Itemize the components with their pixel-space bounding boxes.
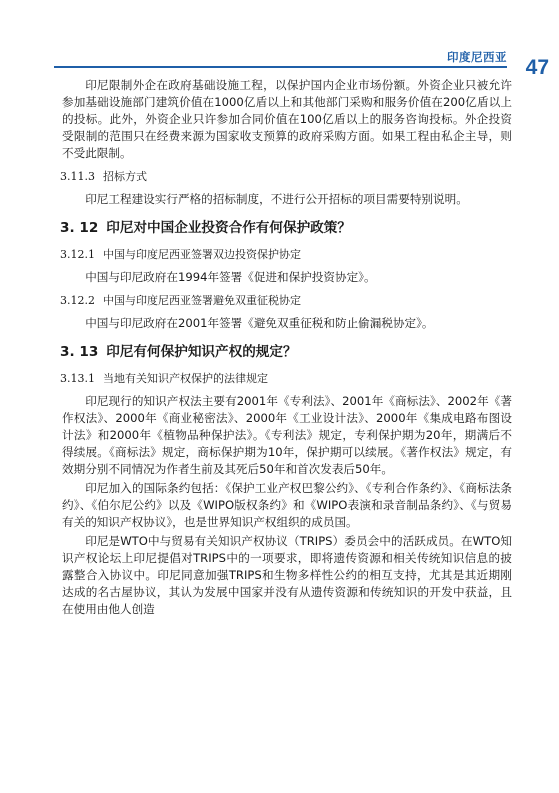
subheading-title: 当地有关知识产权保护的法律规定 <box>103 372 268 385</box>
subheading-number: 3.11.3 <box>60 170 95 183</box>
paragraph-investment-agreement: 中国与印尼政府在1994年签署《促进和保护投资协定》。 <box>85 270 376 284</box>
subheading-title: 招标方式 <box>103 170 147 183</box>
paragraph-bidding-method: 印尼工程建设实行严格的招标制度，不进行公开招标的项目需要特别说明。 <box>85 192 468 206</box>
subheading-title: 中国与印度尼西亚签署避免双重征税协定 <box>103 294 301 307</box>
subheading-number: 3.12.1 <box>60 248 95 261</box>
section-number: 3. 12 <box>60 220 99 236</box>
paragraph-foreign-enterprise-restrictions: 印尼限制外企在政府基础设施工程，以保护国内企业市场份额。外资企业只被允许参加基础设施部门建筑价值在1000亿盾以上和其他部门采购和服务价值在200亿盾以上的投标。此外，外资企业只许参加合同价值在100亿盾以上的服务咨询投标。外企投资受限制的范围只在经费来源为国家收支预算的政府采购方面。如果工程由私企主导，则不受此限制。 <box>62 78 512 160</box>
section-title: 印尼对中国企业投资合作有何保护政策？ <box>106 220 351 236</box>
header-rule <box>54 66 507 68</box>
paragraph-international-treaties: 印尼加入的国际条约包括：《保护工业产权巴黎公约》、《专利合作条约》、《商标法条约》、《伯尔尼公约》以及《WIPO版权条约》和《WIPO表演和录音制品条约》、《与贸易有关的知识产权协议》，也是世界知识产权组织的成员国。 <box>62 481 512 529</box>
paragraph-double-taxation-agreement: 中国与印尼政府在2001年签署《避免双重征税和防止偷漏税协定》。 <box>85 316 434 330</box>
section-heading-3-13 <box>60 342 512 362</box>
paragraph-ip-laws: 印尼现行的知识产权法主要有2001年《专利法》、2001年《商标法》、2002年《著作权法》、2000年《商业秘密法》、2000年《工业设计法》、2000年《集成电路布图设计法》和2000年《植物品种保护法》。《专利法》规定，专利保护期为20年，期满后不得续展。《商标法》规定，商标保护期为10年，保护期可以续展。《著作权法》规定，有效期分别不同情况为作者生前及其死后50年和首次发表后50年。 <box>62 394 512 476</box>
subheading-3-11-3 <box>60 169 512 185</box>
page-body <box>62 77 512 620</box>
paragraph-trips: 印尼是WTO中与贸易有关知识产权协议（TRIPS）委员会中的活跃成员。在WTO知识产权论坛上印尼提倡对TRIPS中的一项要求，即将遗传资源和相关传统知识信息的披露整合入协议中。印尼同意加强TRIPS和生物多样性公约的相互支持，尤其是其近期刚达成的名古屋协议，其认为发展中国家并没有从遗传资源和传统知识的开发中获益，且在使用由他人创造 <box>62 534 512 616</box>
subheading-3-12-2 <box>60 293 512 309</box>
section-title: 印尼有何保护知识产权的规定？ <box>106 344 297 360</box>
subheading-number: 3.13.1 <box>60 372 95 385</box>
subheading-3-13-1 <box>60 371 512 387</box>
section-heading-3-12 <box>60 218 512 238</box>
page-number: 47 <box>525 56 549 79</box>
subheading-number: 3.12.2 <box>60 294 95 307</box>
section-number: 3. 13 <box>60 344 99 360</box>
subheading-title: 中国与印度尼西亚签署双边投资保护协定 <box>103 248 301 261</box>
subheading-3-12-1 <box>60 247 512 263</box>
running-header-title: 印度尼西亚 <box>447 50 507 64</box>
